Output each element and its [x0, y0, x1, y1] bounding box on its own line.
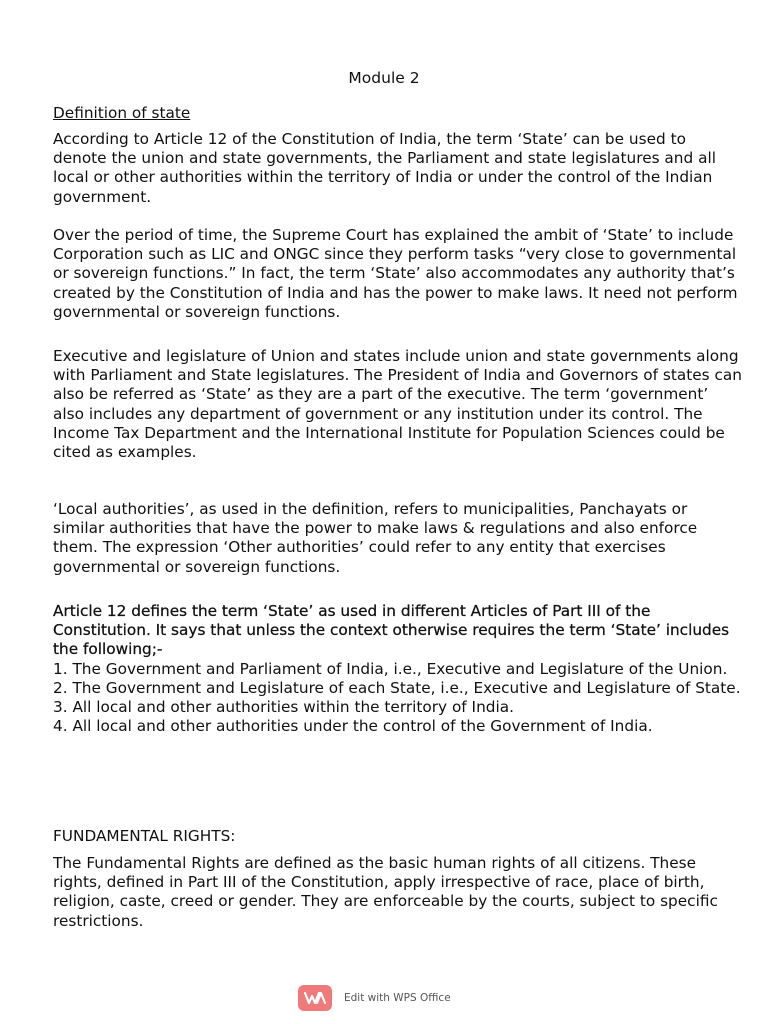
paragraph-2-block [53, 226, 743, 322]
list-item: 2. The Government and Legislature of each State, i.e., Executive and Legislature of State. [53, 678, 741, 697]
paragraph-3: Executive and legislature of Union and states include union and state governments along with Parliament and State legislatures. The President of India and Governors of states can also be referred as ‘State’ as they are a part of the executive. The term ‘government’ also includes any department of government or any institution under its control. The Income Tax Department and the International Institute for Population Sciences could be cited as examples. [53, 347, 742, 462]
paragraph-4-block [53, 500, 743, 577]
paragraph-4: ‘Local authorities’, as used in the definition, refers to municipalities, Panchayats or similar authorities that have the power to make laws & regulations and also enforce them. The expression ‘Other authorities’ could refer to any entity that exercises governmental or sovereign functions. [53, 500, 698, 576]
paragraph-5-block [53, 602, 743, 736]
page-title: Module 2 [348, 69, 420, 87]
wps-logo-icon [298, 985, 332, 1011]
list-item: 3. All local and other authorities within the territory of India. [53, 698, 514, 717]
list-item: 4. All local and other authorities under the control of the Government of India. [53, 717, 653, 736]
wps-footer[interactable] [298, 984, 451, 1012]
paragraph-6-block [53, 854, 743, 931]
paragraph-1: According to Article 12 of the Constitution of India, the term ‘State’ can be used to denote the union and state governments, the Parliament and state legislatures and all local or other authorities within the territory of India or under the control of the Indian government. [53, 130, 716, 206]
list-item: 1. The Government and Parliament of India, i.e., Executive and Legislature of the Union. [53, 659, 728, 678]
heading-definition-of-state: Definition of state [53, 104, 191, 122]
paragraph-5: Article 12 defines the term ‘State’ as used in different Articles of Part III of the Constitution. It says that unless the context otherwise requires the term ‘State’ includes the following;- [53, 602, 730, 659]
paragraph-1-block [53, 130, 743, 207]
heading-definition-of-state-block [53, 104, 743, 123]
edit-with-wps-link[interactable]: Edit with WPS Office [344, 992, 451, 1004]
paragraph-3-block [53, 347, 743, 462]
heading-fundamental-rights: FUNDAMENTAL RIGHTS: [53, 827, 236, 845]
paragraph-6: The Fundamental Rights are defined as the basic human rights of all citizens. These rights, defined in Part III of the Constitution, apply irrespective of race, place of birth, religion, caste, creed or gender. They are enforceable by the courts, subject to specific restrictions. [53, 854, 718, 930]
paragraph-2: Over the period of time, the Supreme Court has explained the ambit of ‘State’ to include Corporation such as LIC and ONGC since they perform tasks “very close to governmental or sovereign functions.” In fact, the term ‘State’ also accommodates any authority that’s created by the Constitution of India and has the power to make laws. It need not perform governmental or sovereign functions. [53, 226, 738, 321]
heading-fundamental-rights-block [53, 827, 743, 846]
